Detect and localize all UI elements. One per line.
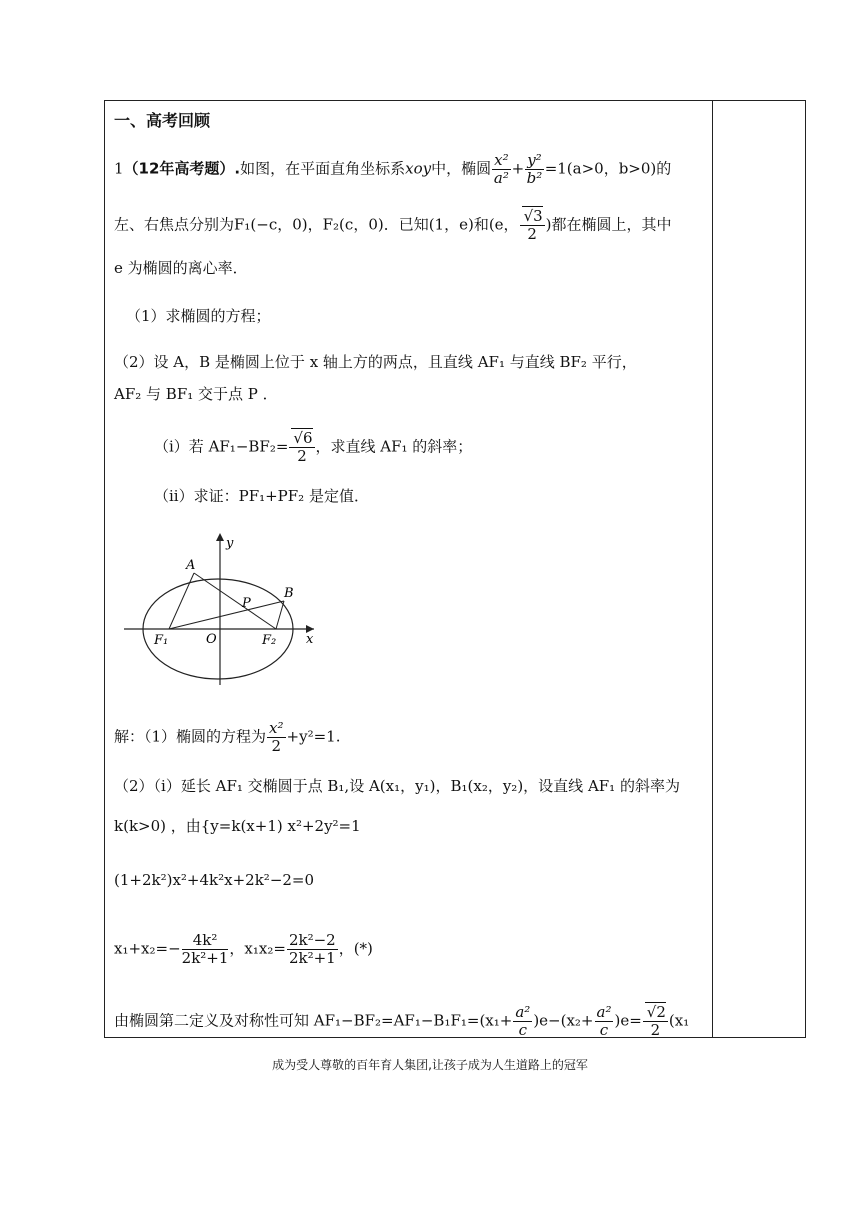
label-x: x [306,632,314,647]
fraction-a2-c-1: $\frac{\text{a²}}{c}$ [515,1003,531,1039]
fraction-sqrt2-2: $\frac{√2}{2}$ [643,1004,668,1039]
section-title: 一、高考回顾 [114,111,211,130]
solution-5: 由椭圆第二定义及对称性可知 AF₁−BF₂=AF₁−B₁F₁=(x₁+ $\frac{\text{a²}}{c}$ )e−(x₂+ $\frac{\text{a²}}{c}$ )e= $\frac{√2}{2}$ (x₁ [114,1003,690,1039]
solution-4: x₁+x₂=− $\frac{\text{4k²}}{\text{2k²+1}}$ ，x₁x₂= $\frac{\text{2k²−2}}{\text{2k²+1}}$ ，(*) [114,931,373,967]
fraction-4k2: $\frac{\text{4k²}}{\text{2k²+1}}$ [181,931,229,967]
label-f2: F₂ [262,633,277,648]
y-axis-arrow [216,533,224,541]
fraction-y2-b2: $\frac{\text{y²}}{\text{b²}}$ [526,151,543,187]
question-ii: （ii）求证：PF₁+PF₂ 是定值． [154,487,369,505]
segment-bf1 [169,601,284,629]
problem-source: （12年高考题）. [123,159,241,178]
question-2-b: AF₂ 与 BF₁ 交于点 P ． [114,385,278,403]
ellipse-figure [124,525,354,695]
fraction-sqrt3-2: $\frac{√3}{2}$ [520,208,545,243]
label-b: B [284,586,294,601]
problem-line-2: 左、右焦点分别为F₁(−c，0)，F₂(c，0)．已知(1，e)和(e， $\frac{√3}{2}$ )都在椭圆上，其中 [114,207,672,243]
fraction-sqrt6-2: $\frac{√6}{2}$ [289,430,314,465]
label-y: y [226,536,234,551]
label-o: O [206,632,217,647]
fraction-x2-a2: $\frac{\text{x²}}{\text{a²}}$ [493,151,509,187]
segment-af2 [194,573,276,629]
label-p: P [242,596,251,611]
fraction-x2-2: $\frac{\text{x²}}{2}$ [269,719,284,755]
fraction-a2-c-2: $\frac{\text{a²}}{c}$ [596,1003,612,1039]
question-1: （1）求椭圆的方程； [126,307,271,325]
fraction-2k2-2: $\frac{\text{2k²−2}}{\text{2k²+1}}$ [288,931,336,967]
question-i: （i）若 AF₁−BF₂= $\frac{√6}{2}$ ，求直线 AF₁ 的斜率； [154,429,473,465]
question-2-a: （2）设 A，B 是椭圆上位于 x 轴上方的两点，且直线 AF₁ 与直线 BF₂ 平行， [114,353,637,371]
label-a: A [186,558,196,573]
solution-1: 解：（1）椭圆的方程为 $\frac{\text{x²}}{2}$ +y²=1. [114,719,341,755]
segment-bf2 [276,601,284,629]
problem-line-1: 1（12年高考题）.如图，在平面直角坐标系xoy中，椭圆 $\frac{\text{x²}}{\text{a²}}$ + $\frac{\text{y²}}{\text{b²}}$ =1(a>0，b>0)的 [114,151,672,187]
problem-line-3: e 为椭圆的离心率． [114,259,248,277]
label-f1: F₁ [154,633,169,648]
segment-af1 [169,573,194,629]
page-footer: 成为受人尊敬的百年育人集团,让孩子成为人生道路上的冠军 [272,1058,588,1072]
solution-2-b: k(k>0) ，由{y=k(x+1) x²+2y²=1 [114,817,361,835]
column-divider [712,100,713,1038]
solution-3: (1+2k²)x²+4k²x+2k²−2=0 [114,871,315,889]
solution-2-a: （2）（i）延长 AF₁ 交椭圆于点 B₁,设 A(x₁，y₁)，B₁(x₂，y₂)，设直线 AF₁ 的斜率为 [114,777,680,795]
